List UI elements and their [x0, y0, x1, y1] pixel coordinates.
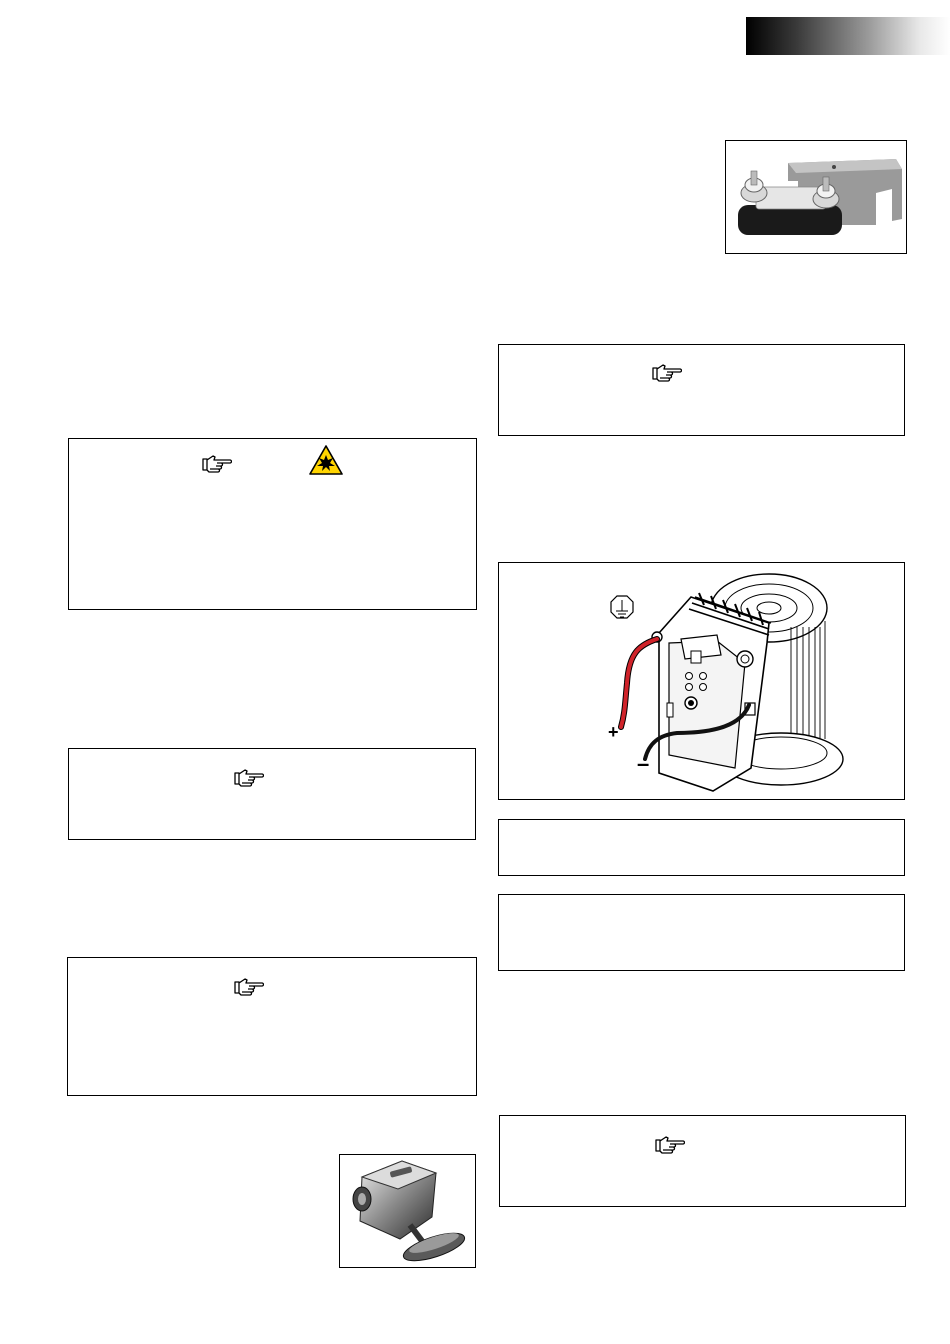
warning-note-box: [68, 438, 477, 610]
explosion-hazard-icon: [309, 445, 343, 475]
pointing-hand-icon: [234, 976, 264, 996]
pointing-hand-icon: [655, 1134, 685, 1154]
empty-box-right-2: [498, 894, 905, 971]
note-box-left-3: [67, 957, 477, 1096]
pointing-hand-icon: [652, 362, 682, 382]
pointing-hand-icon: [202, 453, 232, 473]
cable-gland-image: [339, 1154, 476, 1268]
motor-wiring-figure: [498, 562, 905, 800]
page-header-tab: [746, 17, 950, 55]
minus-label: –: [637, 751, 650, 776]
note-box-right-2: [499, 1115, 906, 1207]
terminal-connector-image: [725, 140, 907, 254]
note-box-left-2: [68, 748, 476, 840]
note-box-right-1: [498, 344, 905, 436]
pointing-hand-icon: [234, 767, 264, 787]
ground-symbol-icon: [611, 596, 633, 618]
empty-box-right-1: [498, 819, 905, 876]
plus-label: +: [608, 722, 619, 742]
